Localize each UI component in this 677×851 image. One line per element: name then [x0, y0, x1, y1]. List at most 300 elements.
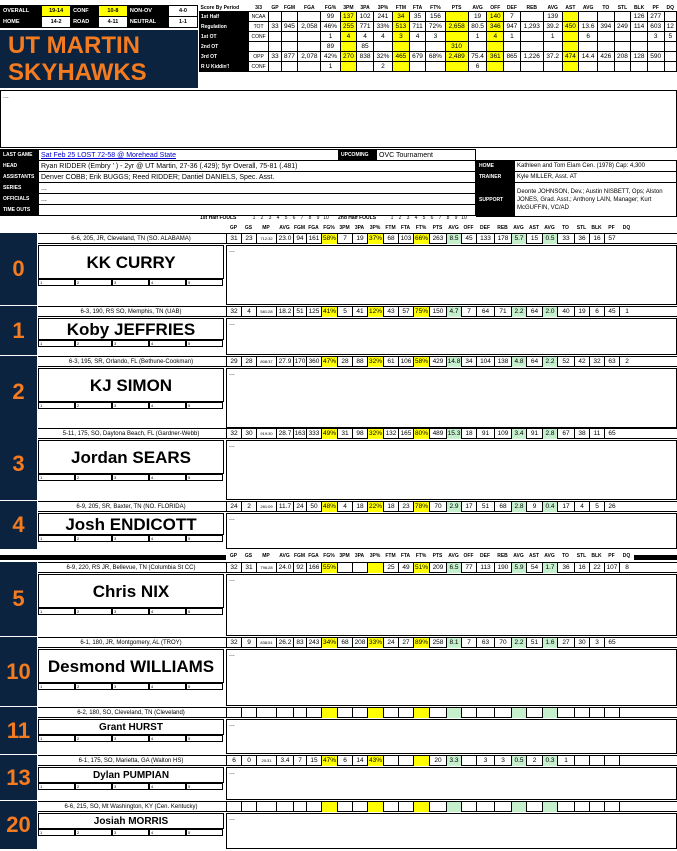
grid-cell[interactable]: 3	[112, 474, 149, 481]
player-stat-cell	[226, 708, 241, 718]
stat-header-repeat	[226, 553, 634, 561]
second-half-fouls	[388, 215, 468, 221]
grid-cell[interactable]: 2	[75, 279, 112, 286]
stat-header-cell: STL	[576, 225, 587, 231]
stat-header-cell: DEF	[480, 553, 490, 559]
team-stat-cell	[614, 32, 631, 42]
team-stat-cell: 137	[340, 12, 357, 22]
player-stat-cell: 5.9	[511, 563, 526, 573]
stat-header-cell: 3PM	[339, 553, 350, 559]
grid-cell[interactable]: 5	[186, 608, 223, 615]
player-stat-cell	[367, 708, 383, 718]
player-stat-cell	[337, 563, 352, 573]
stat-header-cell: OFF	[463, 225, 474, 231]
grid-cell[interactable]: 2	[75, 608, 112, 615]
team-stat-cell	[520, 62, 543, 72]
first-half-fouls	[250, 215, 330, 221]
grid-cell[interactable]: 5	[186, 829, 223, 836]
player-name: KK CURRY	[38, 245, 224, 279]
player-name: Josh ENDICOTT	[38, 513, 224, 535]
player-stat-cell: 50	[306, 502, 321, 512]
player-stat-cell: 4.7	[446, 307, 461, 317]
grid-cell[interactable]: 5	[186, 683, 223, 690]
grid-cell[interactable]: 4	[149, 783, 186, 790]
player-stat-cell: 47%	[322, 757, 336, 764]
team-stat-cell	[614, 42, 631, 52]
team-stat-cell	[631, 42, 648, 52]
player-bio: 6-9, 220, RS JR, Bellevue, TN (Columbia St CC)	[66, 565, 196, 571]
grid-cell[interactable]: 1	[38, 474, 75, 481]
stat-header-cell: 3PM	[339, 225, 350, 231]
player-foul-grid	[38, 608, 224, 615]
team-stat-cell: 513	[393, 22, 410, 32]
foul-number: 5	[284, 215, 288, 221]
player-stat-cell	[557, 708, 574, 718]
grid-cell[interactable]: 4	[149, 402, 186, 409]
player-stat-cell: 2.2	[542, 357, 557, 367]
player-stat-cell: 9	[241, 638, 256, 648]
grid-cell[interactable]: 1	[38, 608, 75, 615]
team-stat-cell	[281, 42, 298, 52]
player-stat-cell: 66%	[414, 235, 428, 242]
player-stat-cell: 178	[494, 234, 511, 244]
player-number: 5	[0, 562, 37, 636]
player-stat-cell	[542, 708, 557, 718]
player-stat-cell	[367, 563, 383, 573]
grid-cell[interactable]: 1	[38, 783, 75, 790]
stat-header-cell: 3PA	[354, 553, 365, 559]
player-stat-cell: 31	[337, 429, 352, 439]
officials-value: ...	[39, 194, 476, 205]
stat-header-cell: FGA	[308, 225, 319, 231]
player-stat-cell: 43	[383, 307, 398, 317]
record-value: 14-2	[42, 17, 71, 28]
player-stat-cell	[574, 802, 589, 812]
team-stat-cell	[468, 42, 487, 52]
foul-number: 8	[308, 215, 312, 221]
grid-cell[interactable]: 3	[112, 783, 149, 790]
team-stat-cell	[426, 62, 445, 72]
player-stat-cell: 7	[461, 638, 476, 648]
player-stat-cell: 360	[306, 357, 321, 367]
player-stat-cell: 2	[241, 502, 256, 512]
player-notes[interactable]: ...	[226, 649, 677, 706]
team-stat-cell: 2,058	[298, 22, 321, 32]
team-stat-cell: 1	[543, 32, 562, 42]
player-stat-cell	[461, 708, 476, 718]
player-stat-cell: 2.8	[511, 502, 526, 512]
stat-header-cell: PF	[608, 225, 615, 231]
grid-cell[interactable]: 5	[186, 402, 223, 409]
team-stats-header: FTM	[395, 5, 407, 11]
stat-header-cell: AVG	[544, 225, 555, 231]
player-stat-cell: 24.0	[276, 563, 293, 573]
player-stat-cell: 7	[461, 307, 476, 317]
grid-cell[interactable]: 1	[38, 829, 75, 836]
period-label: 1st Half	[200, 12, 249, 22]
grid-cell[interactable]: 4	[149, 683, 186, 690]
player-stat-cell: 7	[293, 756, 306, 766]
player-notes[interactable]: ...	[226, 368, 677, 428]
team-stat-cell: 19	[468, 12, 487, 22]
grid-cell[interactable]: 5	[186, 783, 223, 790]
player-stat-cell: 3	[589, 638, 604, 648]
player-stat-row	[38, 306, 677, 317]
grid-cell[interactable]: 4	[149, 474, 186, 481]
player-bio: 6-6, 205, JR, Cleveland, TN (SO. ALABAMA)	[71, 236, 191, 242]
team-stat-cell: 2,658	[445, 22, 468, 32]
series-label: SERIES	[1, 183, 39, 194]
upcoming-label: UPCOMING	[339, 150, 377, 161]
last-game-link[interactable]: Sat Feb 25 LOST 72-58 @ Morehead State	[39, 150, 339, 161]
stat-header-cell: REB	[497, 225, 508, 231]
player-stat-cell: 31	[241, 563, 256, 573]
grid-cell[interactable]: 1	[38, 402, 75, 409]
team-stat-cell	[520, 42, 543, 52]
series-value: ...	[39, 183, 476, 194]
team-stat-cell: 37.2	[543, 52, 562, 62]
player-stat-cell: 32	[226, 563, 241, 573]
team-stat-cell	[664, 42, 676, 52]
grid-cell[interactable]: 5	[186, 474, 223, 481]
player-stat-cell: 190	[494, 563, 511, 573]
player-bio: 5-11, 175, SO, Daytona Beach, FL (Gardner-Webb)	[62, 431, 200, 437]
player-stat-cell	[321, 708, 337, 718]
team-stat-cell: 32%	[373, 52, 392, 62]
team-stat-cell: 1	[321, 62, 340, 72]
player-stat-cell: 51	[526, 638, 542, 648]
player-notes[interactable]: ...	[226, 574, 677, 636]
grid-cell[interactable]: 3	[112, 829, 149, 836]
team-stats-header: 3PA	[360, 5, 370, 11]
stat-header-cell: 3P%	[369, 553, 381, 559]
player-name: Chris NIX	[38, 574, 224, 608]
team-stat-cell	[298, 32, 321, 42]
player-stat-cell: 132	[383, 429, 398, 439]
team-stat-cell	[598, 12, 615, 22]
team-stat-cell	[562, 12, 579, 22]
player-stat-cell	[383, 708, 398, 718]
player-stat-row	[38, 755, 677, 766]
player-stat-cell: 11	[589, 429, 604, 439]
player-notes[interactable]: ...	[226, 767, 677, 800]
assistants-label: ASSISTANTS	[1, 172, 39, 183]
grid-cell[interactable]: 3	[112, 402, 149, 409]
player-bio: 6-1, 180, JR, Montgomery, AL (TROY)	[80, 640, 182, 646]
grid-cell[interactable]: 3	[112, 608, 149, 615]
team-stat-cell	[562, 62, 579, 72]
grid-cell[interactable]: 2	[75, 535, 112, 542]
officials-label: OFFICIALS	[1, 194, 39, 205]
foul-number: 7	[438, 215, 442, 221]
player-stat-cell	[526, 802, 542, 812]
stat-header-cell: FT%	[415, 225, 427, 231]
team-notes-area[interactable]: ...	[0, 90, 677, 148]
grid-cell[interactable]: 4	[149, 340, 186, 347]
team-stat-cell: 126	[631, 12, 648, 22]
game-info-table	[0, 149, 476, 216]
player-stat-cell	[604, 756, 619, 766]
foul-number: 10	[323, 215, 329, 221]
foul-number: 10	[461, 215, 467, 221]
team-stat-cell	[357, 62, 374, 72]
team-stat-cell: TOT	[248, 22, 269, 32]
player-number: 20	[0, 801, 37, 849]
player-stat-cell	[256, 802, 276, 812]
team-stat-cell	[664, 52, 676, 62]
player-stat-cell	[619, 708, 634, 718]
player-stat-cell: 1.6	[542, 638, 557, 648]
grid-cell[interactable]: 3	[112, 535, 149, 542]
stat-header-cell: OFF	[463, 553, 474, 559]
team-stats-header: 3PM	[343, 5, 354, 11]
player-stat-cell: 34%	[322, 639, 336, 646]
period-label: 3rd OT	[200, 52, 249, 62]
grid-cell[interactable]: 2	[75, 783, 112, 790]
team-stat-cell: 877	[281, 52, 298, 62]
player-stat-cell: 71	[494, 307, 511, 317]
grid-cell[interactable]: 4	[149, 829, 186, 836]
team-stat-cell	[445, 62, 468, 72]
player-stat-cell	[241, 708, 256, 718]
player-stat-cell: 32	[589, 357, 604, 367]
stat-header-cell: FGA	[308, 553, 319, 559]
stat-header-cell: FG%	[323, 225, 335, 231]
player-notes[interactable]: ...	[226, 318, 677, 355]
player-stat-cell	[413, 708, 429, 718]
stat-header-cell: BLK	[591, 225, 602, 231]
team-stats-header: AVG	[547, 5, 558, 11]
player-name: Desmond WILLIAMS	[38, 649, 224, 683]
upcoming-value: OVC Tournament	[377, 150, 476, 161]
grid-cell[interactable]: 2	[75, 402, 112, 409]
team-stat-cell	[579, 12, 598, 22]
grid-cell[interactable]: 5	[186, 279, 223, 286]
team-stat-cell: 114	[631, 22, 648, 32]
team-stat-cell	[543, 42, 562, 52]
grid-cell[interactable]: 2	[75, 735, 112, 742]
grid-cell[interactable]: 5	[186, 340, 223, 347]
player-stat-cell: 14	[352, 756, 367, 766]
player-stat-cell: 24	[383, 638, 398, 648]
player-stat-cell: 5.7	[511, 234, 526, 244]
team-stat-cell	[281, 32, 298, 42]
team-title	[0, 30, 198, 88]
player-stat-cell: 24	[293, 502, 306, 512]
team-stat-cell	[269, 62, 281, 72]
player-notes[interactable]: ...	[226, 245, 677, 305]
player-stat-cell: 67	[557, 429, 574, 439]
team-stat-cell	[426, 42, 445, 52]
grid-cell[interactable]: 1	[38, 735, 75, 742]
player-stat-cell: 2.2	[511, 307, 526, 317]
player-stat-cell: 0	[241, 756, 256, 766]
team-stat-cell	[562, 42, 579, 52]
player-notes[interactable]: ...	[226, 719, 677, 754]
player-stat-cell: 3.4	[511, 429, 526, 439]
period-label: Regulation	[200, 22, 249, 32]
player-stat-cell	[604, 708, 619, 718]
stat-header-cell: PF	[608, 553, 615, 559]
player-stat-cell: 1	[557, 756, 574, 766]
grid-cell[interactable]: 2	[75, 474, 112, 481]
grid-cell[interactable]: 1	[38, 340, 75, 347]
stat-header-cell: PTS	[432, 225, 443, 231]
player-stat-cell	[241, 802, 256, 812]
player-stat-cell: 919:30	[256, 429, 276, 439]
player-stat-cell: 3	[494, 756, 511, 766]
player-stat-cell: 838:51	[256, 638, 276, 648]
player-stat-cell: 3	[476, 756, 494, 766]
player-number: 11	[0, 707, 37, 754]
player-stat-cell	[413, 802, 429, 812]
team-stat-cell	[298, 62, 321, 72]
player-stat-cell: 68	[337, 638, 352, 648]
player-stat-cell	[589, 708, 604, 718]
timeouts-value	[39, 205, 476, 216]
player-stat-cell: 12%	[368, 308, 382, 315]
player-stat-cell: 27	[557, 638, 574, 648]
stat-header-cell: FTM	[385, 553, 396, 559]
grid-cell[interactable]: 5	[186, 735, 223, 742]
grid-cell[interactable]: 5	[186, 535, 223, 542]
player-stat-cell: 52	[557, 357, 574, 367]
team-stats-table	[199, 5, 677, 72]
team-stat-cell	[631, 62, 648, 72]
team-stat-cell: 6	[468, 62, 487, 72]
grid-cell[interactable]: 3	[112, 279, 149, 286]
player-stat-cell: 1	[619, 307, 634, 317]
player-stat-cell: 161	[306, 234, 321, 244]
grid-cell[interactable]: 1	[38, 683, 75, 690]
player-stat-cell: 45	[461, 234, 476, 244]
grid-cell[interactable]: 4	[149, 535, 186, 542]
grid-cell[interactable]: 2	[75, 829, 112, 836]
stat-header-cell: FT%	[415, 553, 427, 559]
grid-cell[interactable]: 2	[75, 683, 112, 690]
player-stat-cell	[256, 708, 276, 718]
team-stat-cell: 99	[321, 12, 340, 22]
stat-header-cell: AVG	[544, 553, 555, 559]
player-stat-cell: 14.8	[447, 358, 461, 365]
player-stat-cell	[321, 802, 337, 812]
staff-info-table	[476, 160, 677, 217]
foul-number: 2	[398, 215, 402, 221]
team-stat-cell	[487, 42, 504, 52]
player-stat-cell: 166	[306, 563, 321, 573]
player-foul-grid	[38, 535, 224, 542]
grid-cell[interactable]: 4	[149, 735, 186, 742]
team-stat-cell: 85	[357, 42, 374, 52]
grid-cell[interactable]: 3	[112, 683, 149, 690]
player-stat-cell: 32	[226, 429, 241, 439]
head-coach-label: HEAD	[1, 161, 39, 172]
player-number: 13	[0, 755, 37, 800]
stat-header-cell: AVG	[279, 553, 290, 559]
team-stats-header: FGM	[283, 5, 295, 11]
player-number: 3	[0, 428, 37, 500]
grid-cell[interactable]: 3	[112, 735, 149, 742]
player-stat-cell	[589, 802, 604, 812]
player-stat-cell: 18	[461, 429, 476, 439]
grid-cell[interactable]: 1	[38, 535, 75, 542]
stat-header-cell: AVG	[448, 225, 459, 231]
player-stat-cell: 28	[337, 357, 352, 367]
team-stat-cell: 46%	[321, 22, 340, 32]
player-stat-cell: 18	[352, 502, 367, 512]
team-stat-cell	[647, 62, 664, 72]
period-label: R U Kiddin'!	[200, 62, 249, 72]
player-stat-cell	[306, 708, 321, 718]
grid-cell[interactable]: 3	[112, 340, 149, 347]
player-stat-cell: 92	[293, 563, 306, 573]
player-stat-cell: 15.3	[447, 430, 461, 437]
foul-number: 3	[268, 215, 272, 221]
player-stat-cell	[352, 563, 367, 573]
team-stat-cell	[598, 32, 615, 42]
grid-cell[interactable]: 1	[38, 279, 75, 286]
player-name: Dylan PUMPIAN	[38, 767, 224, 783]
team-stat-cell: 1,293	[520, 22, 543, 32]
team-stat-cell	[393, 42, 410, 52]
player-stat-cell	[337, 802, 352, 812]
player-stat-cell: 109	[494, 429, 511, 439]
player-stat-cell: 28	[241, 357, 256, 367]
player-stat-cell: 23	[398, 502, 413, 512]
player-notes[interactable]: ...	[226, 813, 677, 849]
team-stat-cell: 865	[504, 52, 521, 62]
team-stat-cell: 711	[409, 22, 426, 32]
team-stat-cell: CONF	[248, 32, 269, 42]
team-stat-cell	[664, 12, 676, 22]
player-stat-cell: 32	[226, 638, 241, 648]
player-number: 1	[0, 306, 37, 355]
team-stat-cell: 3	[393, 32, 410, 42]
record-value: 1-1	[169, 17, 198, 28]
record-value: 4-11	[98, 17, 127, 28]
team-stats-header: FGA	[304, 5, 315, 11]
player-stat-cell: 163	[294, 430, 306, 437]
team-stat-cell: 2,078	[298, 52, 321, 62]
player-notes[interactable]: ...	[226, 513, 677, 549]
player-stat-cell: 2	[619, 357, 634, 367]
record-label: ROAD	[71, 17, 99, 28]
team-stat-cell: 75.4	[468, 52, 487, 62]
team-stat-cell: 4	[487, 32, 504, 42]
team-stat-cell: 474	[562, 52, 579, 62]
player-stat-cell: 0.5	[511, 756, 526, 766]
trainer-value: Kyle MILLER, Asst. AT	[515, 172, 677, 183]
team-stats-header: GP	[271, 5, 279, 11]
team-stat-cell: 6	[579, 32, 598, 42]
player-foul-grid	[38, 829, 224, 836]
team-stat-cell: 394	[598, 22, 615, 32]
grid-cell[interactable]: 2	[75, 340, 112, 347]
player-stat-cell: 32%	[368, 358, 382, 365]
stat-header	[226, 225, 634, 233]
grid-cell[interactable]: 4	[149, 279, 186, 286]
player-stat-cell: 17	[557, 502, 574, 512]
player-notes[interactable]: ...	[226, 440, 677, 500]
player-stat-cell: 38	[574, 429, 589, 439]
player-name: KJ SIMON	[38, 368, 224, 402]
player-stat-cell: 32%	[368, 430, 382, 437]
foul-number: 6	[430, 215, 434, 221]
team-stat-cell: 39.2	[543, 22, 562, 32]
grid-cell[interactable]: 4	[149, 608, 186, 615]
player-stat-cell	[413, 756, 429, 766]
team-title-line2: SKYHAWKS	[8, 59, 147, 86]
